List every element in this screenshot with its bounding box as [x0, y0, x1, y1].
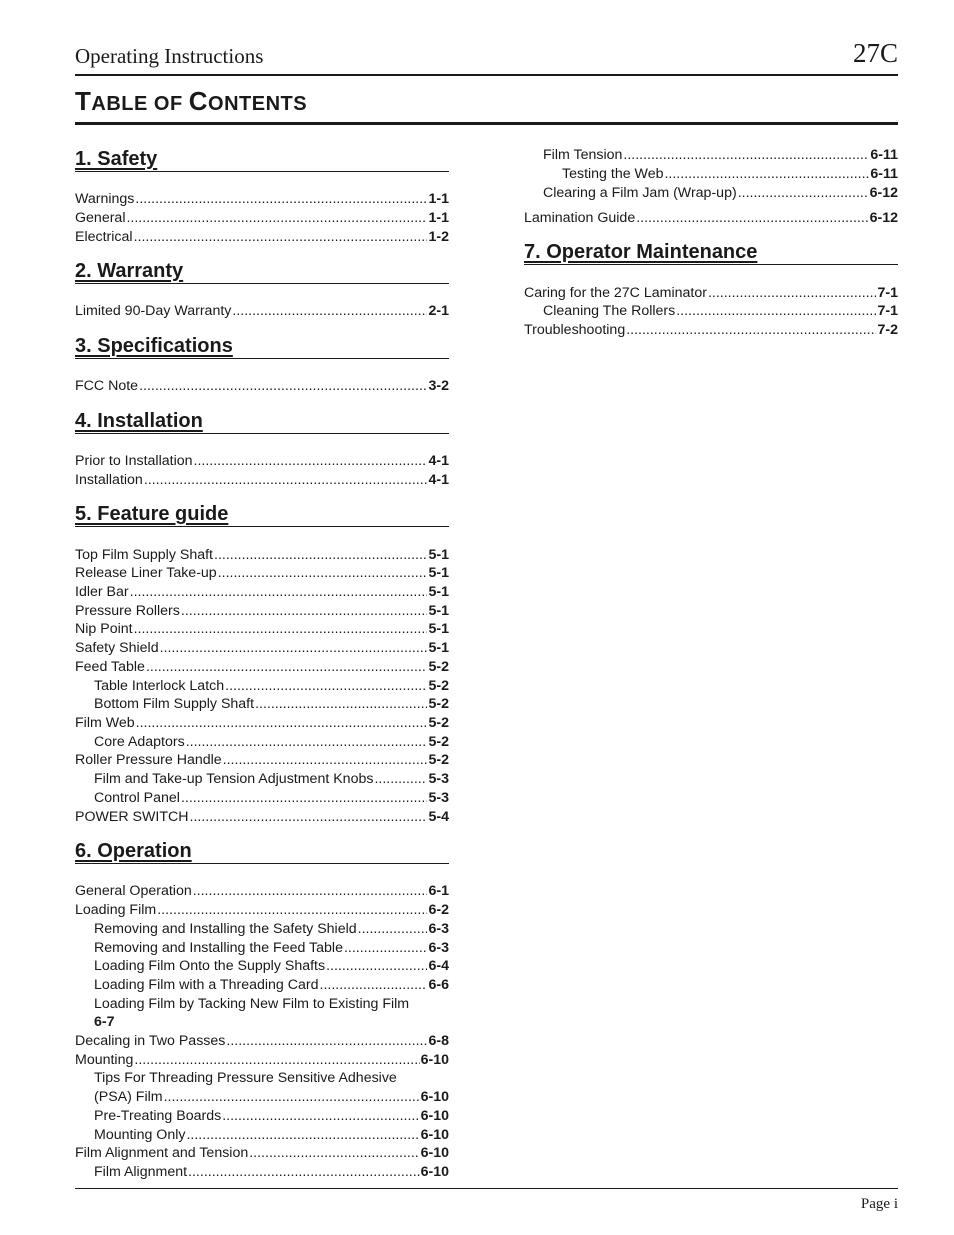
- toc-entry[interactable]: Pressure Rollers ..... 5-1: [75, 602, 449, 620]
- toc-entry[interactable]: Caring for the 27C Laminator ..... 7-1: [524, 284, 898, 302]
- toc-entry[interactable]: Safety Shield ..... 5-1: [75, 639, 449, 657]
- toc-entry[interactable]: FCC Note ..... 3-2: [75, 377, 449, 395]
- toc-entry[interactable]: Film Web ..... 5-2: [75, 714, 449, 732]
- toc-entry[interactable]: Troubleshooting ..... 7-2: [524, 321, 898, 339]
- section-specifications: [75, 336, 449, 359]
- title-part-2: ONTENTS: [208, 93, 308, 115]
- toc-entry[interactable]: Loading Film with a Threading Card ..... 6-6: [75, 976, 449, 994]
- toc-entry[interactable]: General Operation ..... 6-1: [75, 882, 449, 900]
- toc-entry[interactable]: Electrical ..... 1-2: [75, 228, 449, 246]
- section-installation: [75, 411, 449, 434]
- toc-entry[interactable]: Bottom Film Supply Shaft ..... 5-2: [75, 695, 449, 713]
- model-number: 27C: [852, 38, 898, 68]
- toc-entry[interactable]: Cleaning The Rollers ..... 7-1: [524, 302, 898, 320]
- toc-entry[interactable]: Warnings ..... 1-1: [75, 190, 449, 208]
- section-heading: 2. Warranty: [75, 261, 449, 284]
- section-heading: 6. Operation: [75, 841, 449, 864]
- toc-entry[interactable]: Control Panel ..... 5-3: [75, 789, 449, 807]
- toc-entry[interactable]: Loading Film Onto the Supply Shafts ..... 6-4: [75, 957, 449, 975]
- toc-entry[interactable]: Idler Bar ..... 5-1: [75, 583, 449, 601]
- toc-entry-page[interactable]: 6-7: [94, 1014, 115, 1030]
- section-safety: [75, 149, 449, 172]
- section-operation: [75, 841, 449, 864]
- header-rule: [75, 74, 898, 76]
- section-operator-maintenance: [524, 242, 898, 265]
- toc-entry[interactable]: Prior to Installation ..... 4-1: [75, 452, 449, 470]
- toc-entry[interactable]: Release Liner Take-up ..... 5-1: [75, 564, 449, 582]
- header-title: Operating Instructions: [75, 44, 264, 68]
- section-heading: 7. Operator Maintenance: [524, 242, 898, 265]
- toc-entry[interactable]: Core Adaptors ..... 5-2: [75, 733, 449, 751]
- section-heading: 1. Safety: [75, 149, 449, 172]
- section-heading: 3. Specifications: [75, 336, 449, 359]
- title-cap-t: T: [75, 86, 92, 116]
- toc-entry[interactable]: Limited 90-Day Warranty ..... 2-1: [75, 302, 449, 320]
- footer-rule: [75, 1188, 898, 1189]
- toc-entry[interactable]: Removing and Installing the Feed Table ..... 6-3: [75, 939, 449, 957]
- toc-entry[interactable]: Feed Table ..... 5-2: [75, 658, 449, 676]
- toc-entry[interactable]: Testing the Web ..... 6-11: [524, 165, 898, 183]
- toc-entry[interactable]: Removing and Installing the Safety Shield ..... 6-3: [75, 920, 449, 938]
- toc-entry[interactable]: General ..... 1-1: [75, 209, 449, 227]
- toc-entry[interactable]: Film Tension ..... 6-11: [524, 146, 898, 164]
- section-feature-guide: [75, 504, 449, 527]
- toc-entry[interactable]: Film and Take-up Tension Adjustment Knobs ..... 5-3: [75, 770, 449, 788]
- toc-entry[interactable]: Loading Film ..... 6-2: [75, 901, 449, 919]
- toc-entry[interactable]: POWER SWITCH ..... 5-4: [75, 808, 449, 826]
- toc-entry[interactable]: Top Film Supply Shaft ..... 5-1: [75, 546, 449, 564]
- page-number: Page i: [860, 1196, 898, 1212]
- toc-entry[interactable]: Decaling in Two Passes ..... 6-8: [75, 1032, 449, 1050]
- toc-entry[interactable]: (PSA) Film ..... 6-10: [75, 1088, 449, 1106]
- toc-entry[interactable]: Nip Point ..... 5-1: [75, 620, 449, 638]
- title-part-1: ABLE OF: [91, 93, 189, 115]
- section-warranty: [75, 261, 449, 284]
- toc-entry[interactable]: Roller Pressure Handle ..... 5-2: [75, 751, 449, 769]
- toc-entry-wrapped[interactable]: Tips For Threading Pressure Sensitive Adhesive: [94, 1070, 397, 1086]
- toc-entry[interactable]: Lamination Guide ..... 6-12: [524, 209, 898, 227]
- toc-entry[interactable]: Film Alignment ..... 6-10: [75, 1163, 449, 1181]
- section-heading: 5. Feature guide: [75, 504, 449, 527]
- section-heading: 4. Installation: [75, 411, 449, 434]
- toc-entry[interactable]: Installation ..... 4-1: [75, 471, 449, 489]
- title-cap-c: C: [188, 86, 209, 116]
- toc-entry[interactable]: Table Interlock Latch ..... 5-2: [75, 677, 449, 695]
- toc-entry[interactable]: Pre-Treating Boards ..... 6-10: [75, 1107, 449, 1125]
- toc-entry-wrapped[interactable]: Loading Film by Tacking New Film to Existing Film: [94, 996, 410, 1012]
- toc-entry[interactable]: Film Alignment and Tension ..... 6-10: [75, 1144, 449, 1162]
- toc-entry[interactable]: Mounting ..... 6-10: [75, 1051, 449, 1069]
- toc-entry[interactable]: Clearing a Film Jam (Wrap-up) ..... 6-12: [524, 184, 898, 202]
- toc-entry[interactable]: Mounting Only ..... 6-10: [75, 1126, 449, 1144]
- page-title: [75, 86, 307, 117]
- title-rule: [75, 122, 898, 125]
